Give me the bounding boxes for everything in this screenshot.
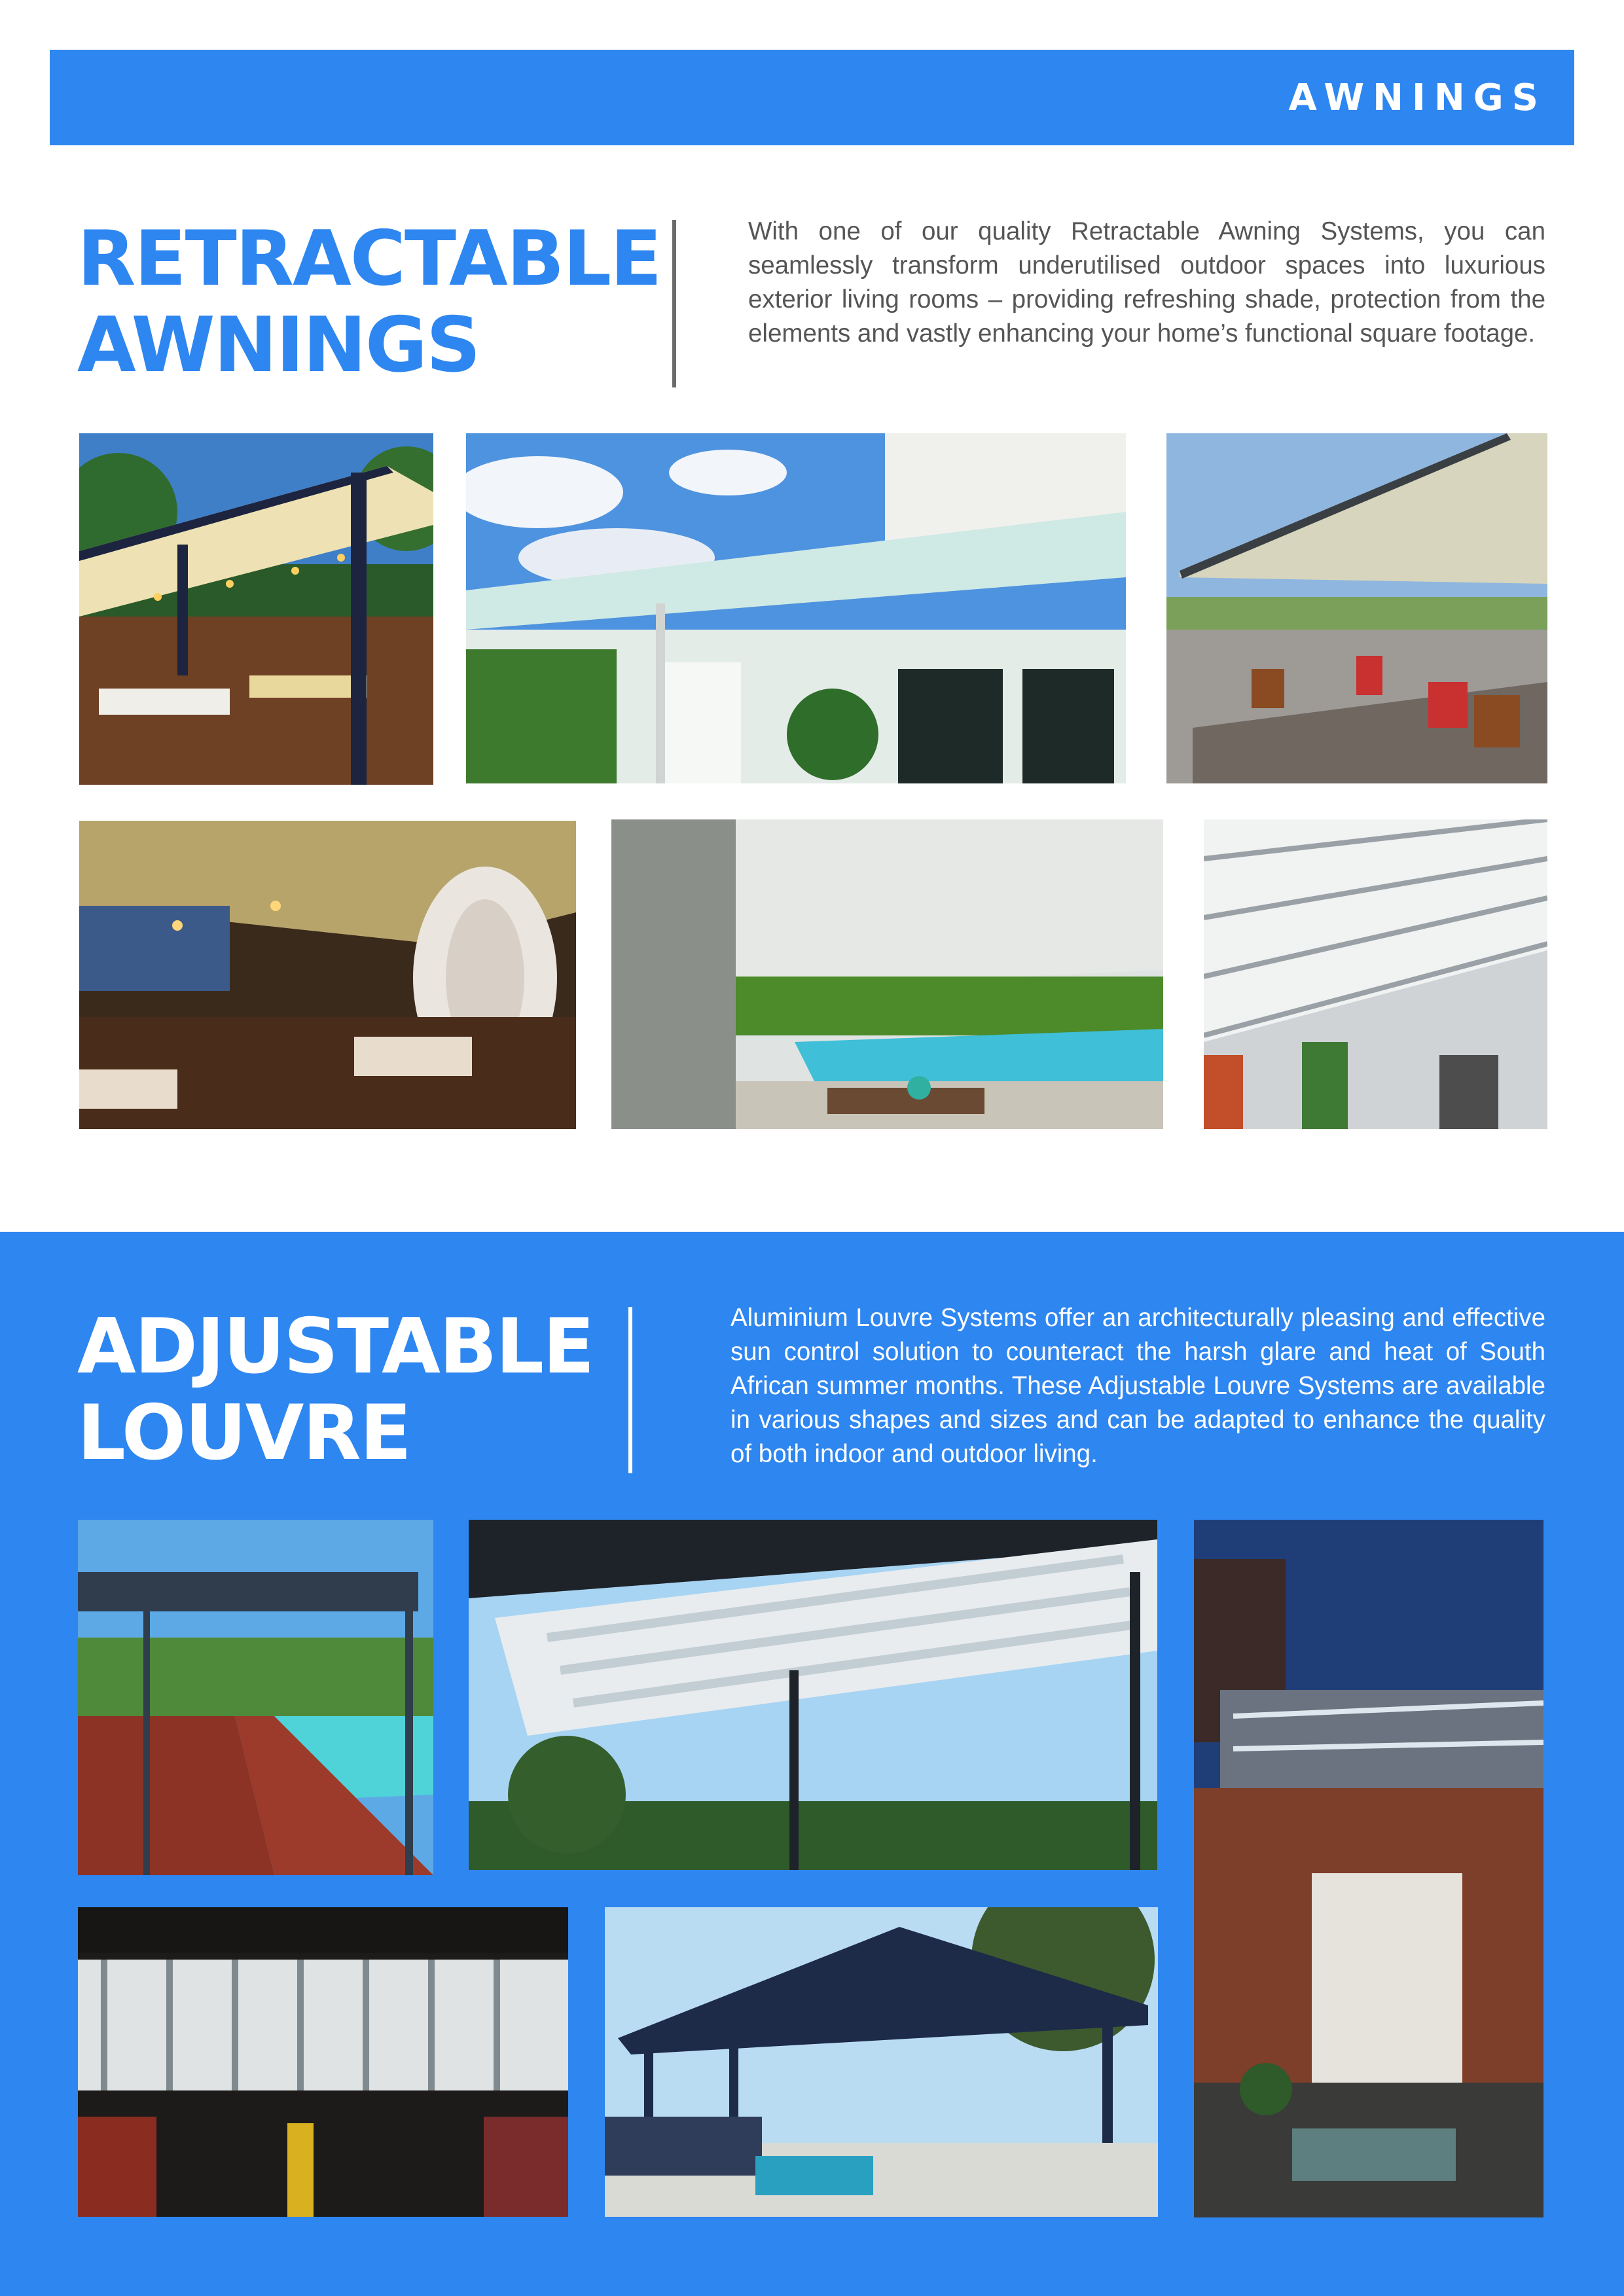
heading-line-2: LOUVRE — [77, 1389, 410, 1477]
heading-line-2: AWNINGS — [77, 301, 480, 389]
section-divider — [628, 1307, 632, 1473]
header-title: AWNINGS — [1288, 77, 1547, 119]
adjustable-louvre-description: Aluminium Louvre Systems offer an architecturally pleasing and effective sun control solution to counteract the harsh glare and heat of South African summer months. These Adjustable Louvre Systems are available in various shapes and sizes and can be adapted to enhance the quality of both indoor and outdoor living. — [731, 1304, 1545, 1468]
photo-white-house-awning — [466, 433, 1126, 783]
photo-terrace-awning — [1166, 433, 1547, 783]
section-divider — [672, 220, 676, 387]
photo-restaurant-interior-awning — [79, 821, 576, 1129]
photo-louvre-pool-deck — [78, 1520, 433, 1875]
header-bar — [50, 50, 1574, 145]
photo-modern-awning — [1204, 819, 1547, 1129]
photo-poolside-awning — [611, 819, 1163, 1129]
photo-louvre-dark-frame — [605, 1907, 1158, 2217]
heading-line-1: ADJUSTABLE — [77, 1302, 594, 1391]
heading-line-1: RETRACTABLE — [77, 215, 661, 303]
retractable-awnings-description: With one of our quality Retractable Awning Systems, you can seamlessly transform underutilised outdoor spaces into luxurious exterior living rooms – providing refreshing shade, protection from the elements and vastly enhancing your home’s functional square footage. — [748, 217, 1545, 348]
photo-louvre-night-patio — [1194, 1520, 1543, 2217]
retractable-awnings-heading — [77, 216, 660, 389]
adjustable-louvre-heading — [77, 1304, 593, 1477]
photo-louvre-white-blades — [469, 1520, 1157, 1870]
photo-louvre-courtyard — [78, 1907, 568, 2217]
photo-restaurant-night-awning — [79, 433, 433, 785]
